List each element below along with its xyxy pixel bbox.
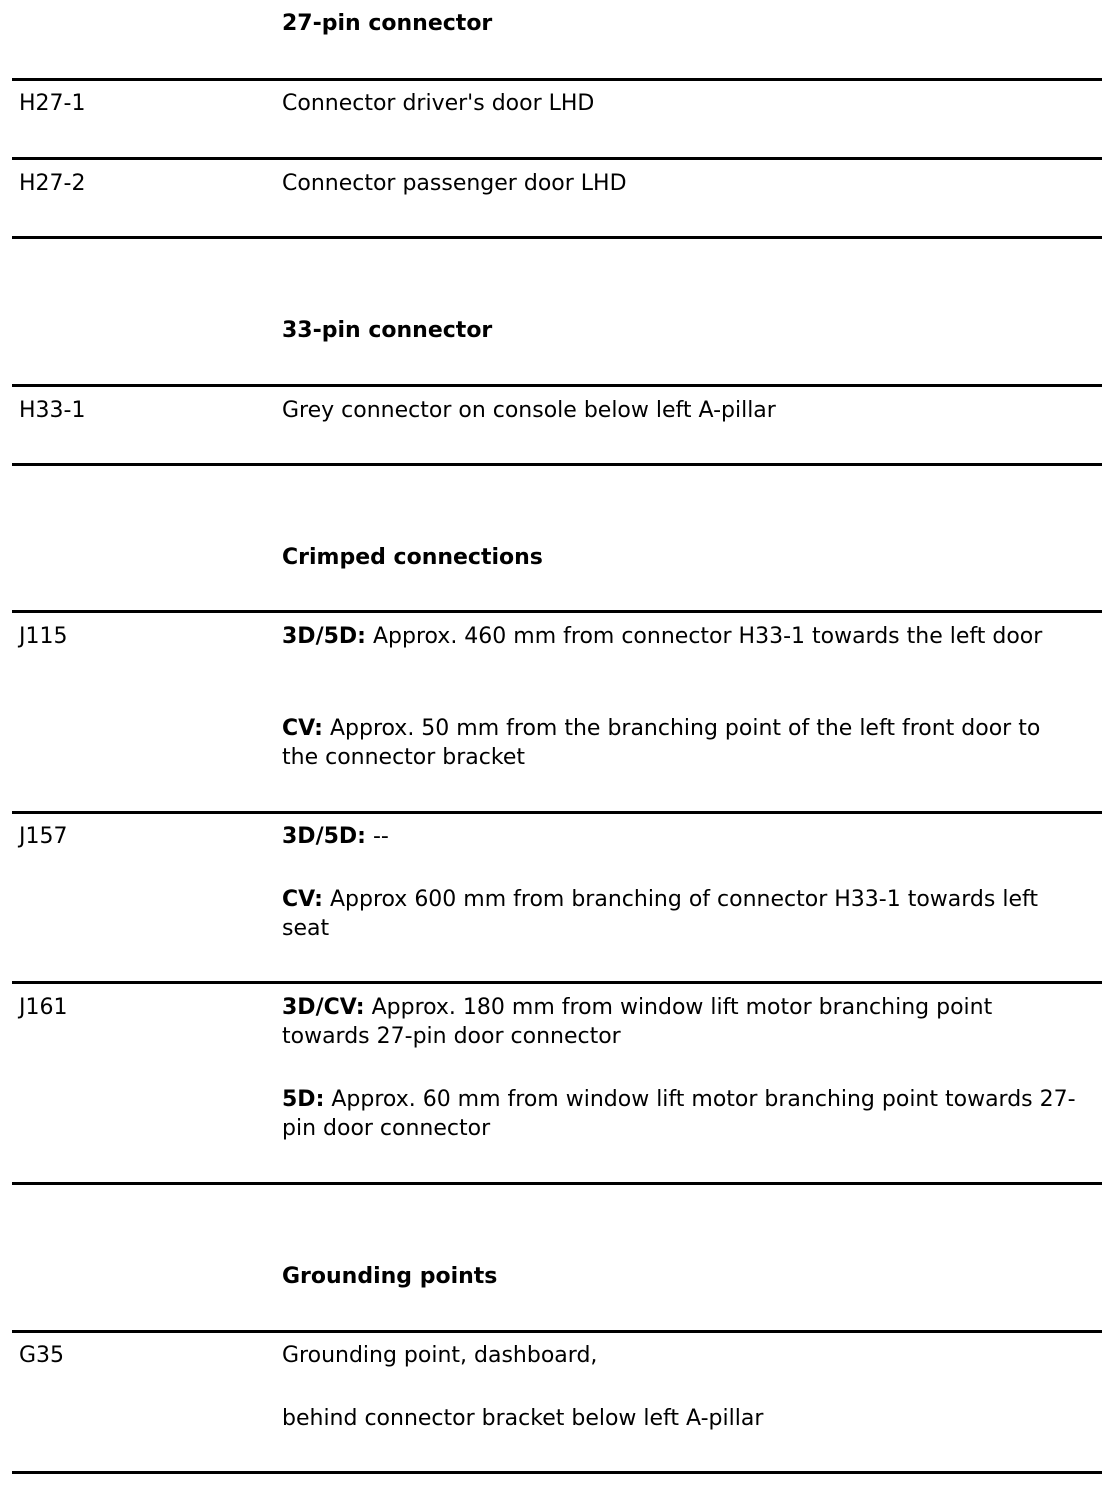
divider [12, 157, 1102, 160]
description-label: 3D/5D: [282, 824, 366, 849]
description-label: CV: [282, 716, 323, 741]
component-code: H27-1 [19, 91, 86, 116]
description-text: -- [365, 824, 389, 849]
description-label: 3D/5D: [282, 624, 366, 649]
description-text: Connector passenger door LHD [282, 171, 627, 196]
component-code: H33-1 [19, 398, 86, 423]
component-description [282, 993, 1082, 1051]
divider [12, 811, 1102, 814]
description-text: Approx 600 mm from branching of connector H33-1 towards left seat [282, 887, 1038, 941]
component-description [282, 396, 1082, 425]
component-code: G35 [19, 1343, 65, 1368]
description-text: Approx. 50 mm from the branching point of the left front door to the connector bracket [282, 716, 1041, 770]
divider [12, 1182, 1102, 1185]
divider [12, 236, 1102, 239]
divider [12, 1330, 1102, 1333]
component-code: J115 [19, 624, 68, 649]
divider [12, 981, 1102, 984]
section-heading: 27-pin connector [282, 11, 493, 36]
divider [12, 463, 1102, 466]
description-label: 5D: [282, 1087, 325, 1112]
description-text: Connector driver's door LHD [282, 91, 595, 116]
section-heading: Crimped connections [282, 545, 543, 570]
component-description [282, 622, 1082, 651]
description-text: Grey connector on console below left A-pillar [282, 398, 776, 423]
divider [12, 610, 1102, 613]
section-heading: 33-pin connector [282, 318, 493, 343]
description-text: behind connector bracket below left A-pillar [282, 1406, 764, 1431]
component-description [282, 1341, 1082, 1370]
description-label: 3D/CV: [282, 995, 365, 1020]
section-heading: Grounding points [282, 1264, 498, 1289]
component-description [282, 89, 1082, 118]
component-description [282, 822, 1082, 851]
component-code: J161 [19, 995, 68, 1020]
description-text: Grounding point, dashboard, [282, 1343, 598, 1368]
description-label: CV: [282, 887, 323, 912]
divider [12, 1471, 1102, 1474]
component-code: H27-2 [19, 171, 86, 196]
component-description [282, 1085, 1082, 1143]
description-text: Approx. 60 mm from window lift motor branching point towards 27-pin door connector [282, 1087, 1076, 1141]
component-description [282, 714, 1082, 772]
description-text: Approx. 460 mm from connector H33-1 towards the left door [365, 624, 1043, 649]
component-description [282, 885, 1082, 943]
component-code: J157 [19, 824, 68, 849]
divider [12, 78, 1102, 81]
divider [12, 384, 1102, 387]
component-description [282, 169, 1082, 198]
description-text: Approx. 180 mm from window lift motor branching point towards 27-pin door connector [282, 995, 993, 1049]
component-description [282, 1404, 1082, 1433]
